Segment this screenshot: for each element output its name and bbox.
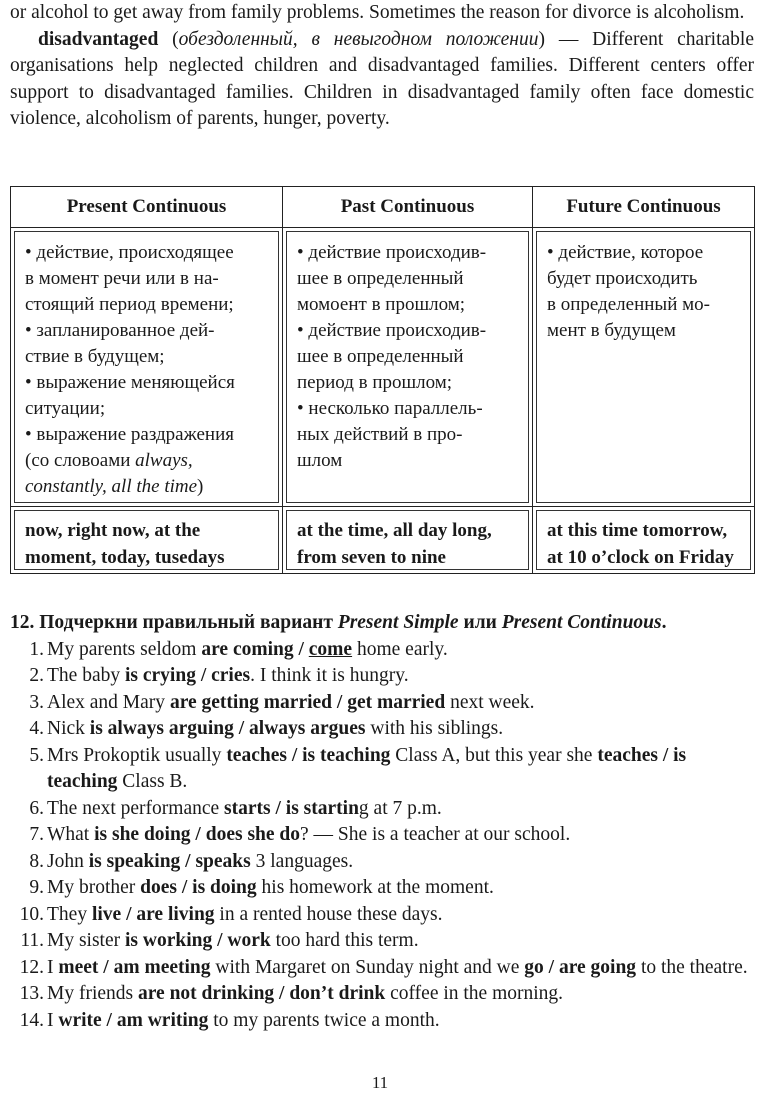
item-number: 2. — [29, 665, 44, 686]
page-number: 11 — [371, 1073, 389, 1092]
sentence-text: My parents seldom — [47, 638, 202, 660]
answer-choice: are not drinking / don’t drink — [138, 983, 386, 1004]
sentence-text: The baby — [47, 665, 125, 686]
sentence-text: Class B. — [117, 771, 188, 792]
item-sentence — [47, 822, 756, 849]
answer-choice: come — [308, 638, 353, 660]
future-continuous-usage: • действие, которое будет происходить в определенный мо- мент в будущем — [533, 228, 755, 507]
answer-choice: is always arguing / always argues — [89, 718, 366, 739]
tenses-table — [10, 186, 755, 574]
item-sentence — [47, 663, 756, 690]
sentence-text: . I think it is hungry. — [250, 665, 409, 686]
exercise-item — [10, 663, 756, 690]
sentence-text: What — [47, 824, 95, 845]
sentence-text: next week. — [445, 691, 535, 713]
vocabulary-term: disadvantaged — [38, 28, 159, 50]
item-sentence — [47, 690, 756, 717]
item-sentence — [47, 902, 756, 929]
answer-choice: is she doing / does she do — [94, 824, 301, 845]
exercise-item — [10, 716, 756, 743]
sentence-text: his homework at the moment. — [256, 877, 494, 898]
future-continuous-markers: at this time tomorrow, at 10 o’clock on Friday — [533, 507, 755, 574]
item-number: 13. — [19, 983, 44, 1004]
item-number: 1. — [29, 638, 44, 660]
sentence-text: to the theatre. — [636, 956, 748, 978]
sentence-text: g at 7 p.m. — [358, 797, 442, 819]
intro-paragraph-continuation: or alcohol to get away from family problems. Sometimes the reason for divorce is alcoholism. — [10, 2, 745, 23]
answer-choice: is speaking / speaks — [88, 850, 251, 872]
sentence-text: My brother — [47, 877, 141, 898]
answer-choice: meet / am meeting — [58, 956, 211, 978]
sentence-text: They — [47, 903, 92, 925]
item-sentence — [47, 981, 756, 1008]
sentence-text: I — [47, 956, 59, 978]
exercise-item — [10, 955, 756, 982]
vocabulary-definition: ) — Different charitable organisations help neglected children and disadvantaged families. Different centers offer support to disadvantaged families. Children in disadvantaged family often face domestic violence, alcoholism of parents, hunger, poverty. — [10, 28, 754, 129]
sentence-text: My sister — [47, 930, 125, 951]
answer-choice: is crying / cries — [124, 665, 251, 686]
exercise-title: 12. Подчеркни правильный вариант Present Simple или Present Continuous. — [10, 612, 667, 633]
header-future-continuous: Future Continuous — [533, 187, 755, 228]
item-number: 12. — [19, 956, 44, 978]
exercise-item — [10, 743, 756, 796]
sentence-text: coffee in the morning. — [385, 983, 564, 1004]
item-sentence — [47, 1008, 756, 1035]
answer-choice: is working / work — [125, 930, 271, 951]
item-number: 4. — [29, 718, 44, 739]
item-number: 9. — [29, 877, 44, 898]
sentence-text: I — [47, 1009, 59, 1031]
exercise-item — [10, 981, 756, 1008]
item-number: 8. — [29, 850, 44, 872]
exercise-item — [10, 822, 756, 849]
vocabulary-gloss: обездоленный, в невыгодном положении — [178, 28, 539, 50]
table-header-row — [11, 187, 755, 228]
intro-text — [10, 0, 754, 133]
sentence-text: with Margaret on Sunday night and we — [210, 956, 525, 978]
table-usage-row — [11, 228, 755, 507]
item-sentence — [47, 716, 756, 743]
item-number: 11. — [20, 930, 44, 951]
answer-choice: are coming / — [201, 638, 309, 660]
item-sentence — [47, 849, 756, 876]
item-number: 6. — [29, 797, 44, 819]
past-continuous-markers: at the time, all day long, from seven to nine — [283, 507, 533, 574]
answer-choice: does / is doing — [140, 877, 257, 898]
present-continuous-markers: now, right now, at the moment, today, tusedays — [11, 507, 283, 574]
exercise-item — [10, 637, 756, 664]
item-number: 10. — [19, 903, 44, 925]
answer-choice: are getting married / get married — [169, 691, 446, 713]
sentence-text: with his siblings. — [365, 718, 504, 739]
exercise-item — [10, 690, 756, 717]
item-sentence — [47, 796, 756, 823]
sentence-text: John — [47, 850, 89, 872]
sentence-text: to my parents twice a month. — [208, 1009, 440, 1031]
item-sentence — [47, 743, 756, 796]
answer-choice: write / am writing — [58, 1009, 209, 1031]
exercise-item — [10, 1008, 756, 1035]
sentence-text: in a rented house these days. — [214, 903, 443, 925]
sentence-text: Alex and Mary — [47, 691, 170, 713]
item-sentence — [47, 955, 756, 982]
answer-choice: live / are living — [91, 903, 215, 925]
table-markers-row — [11, 507, 755, 574]
exercise-item — [10, 796, 756, 823]
sentence-text: ? — She is a teacher at our school. — [300, 824, 571, 845]
item-number: 3. — [29, 691, 44, 713]
exercise-items — [10, 637, 756, 1035]
item-number: 7. — [29, 824, 44, 845]
sentence-text: Nick — [47, 718, 90, 739]
sentence-text: Class A, but this year she — [390, 744, 598, 766]
sentence-text: 3 languages. — [250, 850, 354, 872]
exercise-item — [10, 875, 756, 902]
sentence-text: My friends — [47, 983, 138, 1004]
exercise-item — [10, 902, 756, 929]
item-sentence — [47, 637, 756, 664]
item-number: 5. — [29, 744, 44, 766]
answer-choice: teaches / is teaching — [226, 744, 391, 766]
vocabulary-entry: disadvantaged (обездоленный, в невыгодном положении) — Different charitable organisations help neglected children and disadvantaged families. Different centers offer support to disadvantaged families. Children in disadvantaged family often face domestic violence, alcoholism of parents, hunger, poverty. — [10, 28, 754, 129]
answer-choice: go / are going — [524, 956, 637, 978]
header-present-continuous: Present Continuous — [11, 187, 283, 228]
sentence-text: too hard this term. — [270, 930, 419, 951]
past-continuous-usage: • действие происходив- шее в определенный момоент в прошлом; • действие происходив- шее в определенный период в прошлом; • несколько параллель- ных действий в про- шлом — [283, 228, 533, 507]
item-sentence — [47, 928, 756, 955]
header-past-continuous: Past Continuous — [283, 187, 533, 228]
exercise-12 — [10, 610, 756, 1034]
sentence-text: The next performance — [47, 797, 225, 819]
answer-choice: teaches / is teaching — [47, 744, 687, 792]
exercise-item — [10, 849, 756, 876]
sentence-text: Mrs Prokoptik usually — [47, 744, 227, 766]
sentence-text: home early. — [352, 638, 448, 660]
exercise-item — [10, 928, 756, 955]
present-continuous-usage: • действие, происходящее в момент речи или в на- стоящий период времени; • запланированное дей- ствие в будущем; • выражение меняющейся ситуации; • выражение раздражения (со словоами always, constantly, all the time) — [11, 228, 283, 507]
item-sentence — [47, 875, 756, 902]
item-number: 14. — [19, 1009, 44, 1031]
answer-choice: starts / is startin — [224, 797, 359, 819]
